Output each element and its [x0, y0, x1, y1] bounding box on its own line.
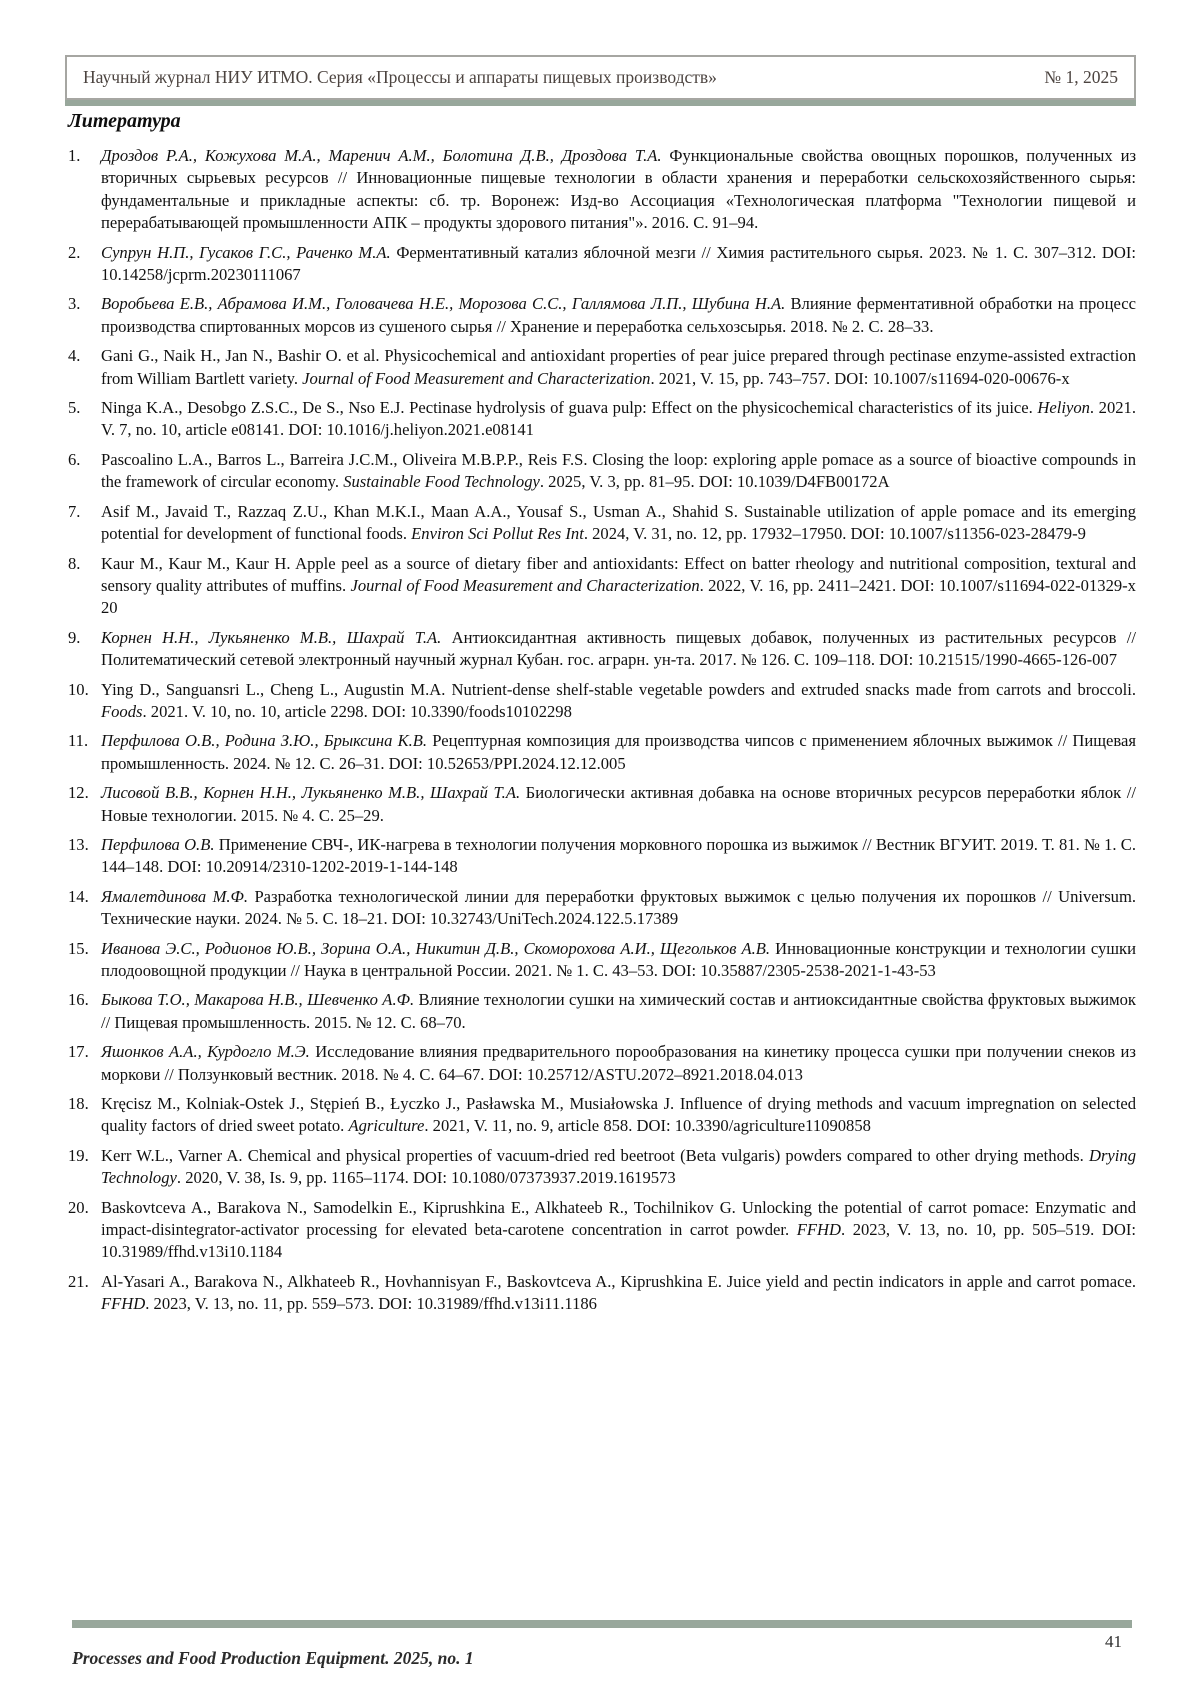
- references-section: [68, 110, 1136, 1323]
- reference-number: 19.: [68, 1145, 89, 1165]
- reference-item: [68, 501, 1136, 546]
- reference-item: [68, 938, 1136, 983]
- references-heading: Литература: [68, 110, 181, 132]
- reference-text: Kręcisz M., Kolniak-Ostek J., Stępień B., Łyczko J., Pasławska M., Musiałowska J. Influence of drying methods and vacuum impregnation on selected quality factors of dried sweet potato. Agriculture. 2021, V. 11, no. 9, article 858. DOI: 10.3390/agriculture11090858: [101, 1094, 1136, 1136]
- reference-number: 18.: [68, 1094, 89, 1114]
- reference-number: 9.: [68, 627, 81, 647]
- reference-number: 1.: [68, 146, 81, 165]
- reference-item: [68, 730, 1136, 775]
- reference-number: 16.: [68, 990, 89, 1010]
- reference-number: 15.: [68, 938, 89, 958]
- reference-number: 10.: [68, 679, 89, 699]
- journal-header: [65, 55, 1136, 100]
- references-list: [68, 145, 1136, 1316]
- footer-journal-title: Processes and Food Production Equipment. 2025, no. 1: [72, 1648, 474, 1668]
- reference-number: 5.: [68, 398, 81, 418]
- reference-item: [68, 449, 1136, 494]
- reference-number: 3.: [68, 294, 81, 314]
- reference-text: Pascoalino L.A., Barros L., Barreira J.C.M., Oliveira M.B.P.P., Reis F.S. Closing the loop: exploring apple pomace as a source of bioactive compounds in the framework of circular economy. Sustainable Food Technology. 2025, V. 3, pp. 81–95. DOI: 10.1039/D4FB00172A: [101, 449, 1136, 492]
- reference-text: Яшонков А.А., Курдогло М.Э. Исследование влияния предварительного порообразования на кинетику процесса сушки при получении снеков из моркови // Ползунковый вестник. 2018. № 4. С. 64–67. DOI: 10.25712/ASTU.2072–8921.2018.04.013: [101, 1042, 1136, 1084]
- reference-number: 20.: [68, 1197, 89, 1217]
- reference-item: [68, 345, 1136, 390]
- reference-text: Перфилова О.В. Применение СВЧ-, ИК-нагрева в технологии получения морковного порошка из выжимок // Вестник ВГУИТ. 2019. Т. 81. № 1. С. 144–148. DOI: 10.20914/2310-1202-2019-1-144-148: [101, 834, 1136, 877]
- reference-text: Al-Yasari A., Barakova N., Alkhateeb R., Hovhannisyan F., Baskovtceva A., Kiprushkina E. Juice yield and pectin indicators in apple and carrot pomace. FFHD. 2023, V. 13, no. 11, pp. 559–573. DOI: 10.31989/ffhd.v13i11.1186: [101, 1271, 1136, 1314]
- reference-text: Лисовой В.В., Корнен Н.Н., Лукьяненко М.В., Шахрай Т.А. Биологически активная добавка на основе вторичных ресурсов переработки яблок // Новые технологии. 2015. № 4. С. 25–29.: [101, 783, 1136, 825]
- reference-text: Быкова Т.О., Макарова Н.В., Шевченко А.Ф. Влияние технологии сушки на химический состав и антиоксидантные свойства фруктовых выжимок // Пищевая промышленность. 2015. № 12. С. 68–70.: [101, 990, 1136, 1032]
- reference-item: [68, 1041, 1136, 1086]
- reference-item: [68, 1145, 1136, 1190]
- reference-number: 14.: [68, 886, 89, 906]
- reference-item: [68, 627, 1136, 672]
- reference-number: 8.: [68, 553, 81, 573]
- reference-number: 7.: [68, 501, 81, 521]
- journal-title: Научный журнал НИУ ИТМО. Серия «Процессы и аппараты пищевых производств»: [83, 67, 717, 87]
- reference-number: 21.: [68, 1271, 89, 1291]
- reference-number: 13.: [68, 834, 89, 854]
- issue-number: № 1, 2025: [1044, 67, 1118, 87]
- reference-text: Ying D., Sanguansri L., Cheng L., Augustin M.A. Nutrient-dense shelf-stable vegetable powders and extruded snacks made from carrots and broccoli. Foods. 2021. V. 10, no. 10, article 2298. DOI: 10.3390/foods10102298: [101, 679, 1136, 721]
- reference-number: 4.: [68, 346, 81, 366]
- reference-text: Ямалетдинова М.Ф. Разработка технологической линии для переработки фруктовых выжимок с целью получения их порошков // Universum. Технические науки. 2024. № 5. С. 18–21. DOI: 10.32743/UniTech.2024.122.5.17389: [101, 886, 1137, 929]
- reference-item: [68, 397, 1136, 442]
- reference-text: Baskovtceva A., Barakova N., Samodelkin E., Kiprushkina E., Alkhateeb R., Tochilnikov G. Unlocking the potential of carrot pomace: Enzymatic and impact-disintegrator-activator processing for elevated beta-carotene concentration in carrot powder. FFHD. 2023, V. 13, no. 10, pp. 505–519. DOI: 10.31989/ffhd.v13i10.1184: [101, 1197, 1136, 1262]
- reference-item: [68, 886, 1136, 931]
- reference-item: [68, 1093, 1136, 1138]
- reference-number: 17.: [68, 1042, 89, 1062]
- reference-item: [68, 553, 1136, 620]
- reference-number: 6.: [68, 449, 81, 469]
- reference-number: 2.: [68, 242, 81, 262]
- reference-text: Gani G., Naik H., Jan N., Bashir O. et al. Physicochemical and antioxidant properties of pear juice prepared through pectinase enzyme-assisted extraction from William Bartlett variety. Journal of Food Measurement and Characterization. 2021, V. 15, pp. 743–757. DOI: 10.1007/s11694-020-00676-x: [101, 346, 1136, 388]
- reference-text: Корнен Н.Н., Лукьяненко М.В., Шахрай Т.А. Антиоксидантная активность пищевых добавок, полученных из растительных ресурсов // Политематический сетевой электронный научный журнал Кубан. гос. аграрн. ун-та. 2017. № 126. С. 109–118. DOI: 10.21515/1990-4665-126-007: [101, 627, 1137, 670]
- reference-text: Супрун Н.П., Гусаков Г.С., Раченко М.А. Ферментативный катализ яблочной мезги // Химия растительного сырья. 2023. № 1. С. 307–312. DOI: 10.14258/jcprm.20230111067: [101, 242, 1137, 285]
- reference-text: Kaur M., Kaur M., Kaur H. Apple peel as a source of dietary fiber and antioxidants: Effect on batter rheology and nutritional composition, textural and sensory quality attributes of muffins. Journal of Food Measurement and Characterization. 2022, V. 16, pp. 2411–2421. DOI: 10.1007/s11694-022-01329-x 20: [101, 553, 1136, 618]
- reference-item: [68, 1197, 1136, 1264]
- reference-text: Иванова Э.С., Родионов Ю.В., Зорина О.А., Никитин Д.В., Скоморохова А.И., Щегольков А.В. Инновационные конструкции и технологии сушки плодоовощной продукции // Наука в центральной России. 2021. № 1. С. 43–53. DOI: 10.35887/2305-2538-2021-1-43-53: [101, 938, 1136, 980]
- reference-text: Воробьева Е.В., Абрамова И.М., Головачева Н.Е., Морозова С.С., Галлямова Л.П., Шубина Н.А. Влияние ферментативной обработки на процесс производства спиртованных морсов из сушеного сырья // Хранение и переработка сельхозсырья. 2018. № 2. С. 28–33.: [101, 294, 1136, 336]
- reference-text: Ninga K.A., Desobgo Z.S.C., De S., Nso E.J. Pectinase hydrolysis of guava pulp: Effect on the physicochemical characteristics of its juice. Heliyon. 2021. V. 7, no. 10, article e08141. DOI: 10.1016/j.heliyon.2021.e08141: [101, 398, 1136, 440]
- reference-item: [68, 834, 1136, 879]
- reference-text: Перфилова О.В., Родина З.Ю., Брыксина К.В. Рецептурная композиция для производства чипсов с применением яблочных выжимок // Пищевая промышленность. 2024. № 12. С. 26–31. DOI: 10.52653/PPI.2024.12.12.005: [101, 731, 1136, 773]
- reference-item: [68, 145, 1136, 235]
- reference-number: 11.: [68, 731, 89, 751]
- reference-item: [68, 1271, 1136, 1316]
- reference-item: [68, 293, 1136, 338]
- reference-item: [68, 679, 1136, 724]
- reference-text: Kerr W.L., Varner A. Chemical and physical properties of vacuum-dried red beetroot (Beta vulgaris) powders compared to other drying methods. Drying Technology. 2020, V. 38, Is. 9, pp. 1165–1174. DOI: 10.1080/07373937.2019.1619573: [101, 1145, 1136, 1188]
- footer-divider: [72, 1620, 1132, 1628]
- reference-text: Asif M., Javaid T., Razzaq Z.U., Khan M.K.I., Maan A.A., Yousaf S., Usman A., Shahid S. Sustainable utilization of apple pomace and its emerging potential for development of functional foods. Environ Sci Pollut Res Int. 2024, V. 31, no. 12, pp. 17932–17950. DOI: 10.1007/s11356-023-28479-9: [101, 501, 1136, 544]
- reference-item: [68, 782, 1136, 827]
- reference-number: 12.: [68, 783, 89, 803]
- reference-text: Дроздов Р.А., Кожухова М.А., Маренич А.М., Болотина Д.В., Дроздова Т.А. Функциональные свойства овощных порошков, полученных из вторичных сырьевых ресурсов // Инновационные пищевые технологии в области хранения и переработки сельскохозяйственного сырья: фундаментальные и прикладные аспекты: сб. тр. Воронеж: Изд-во Ассоциация «Технологическая платформа "Технологии пищевой и перерабатывающей промышленности АПК – продукты здорового питания"». 2016. С. 91–94.: [101, 146, 1136, 233]
- reference-item: [68, 989, 1136, 1034]
- page-number: 41: [1105, 1632, 1122, 1651]
- reference-item: [68, 242, 1136, 287]
